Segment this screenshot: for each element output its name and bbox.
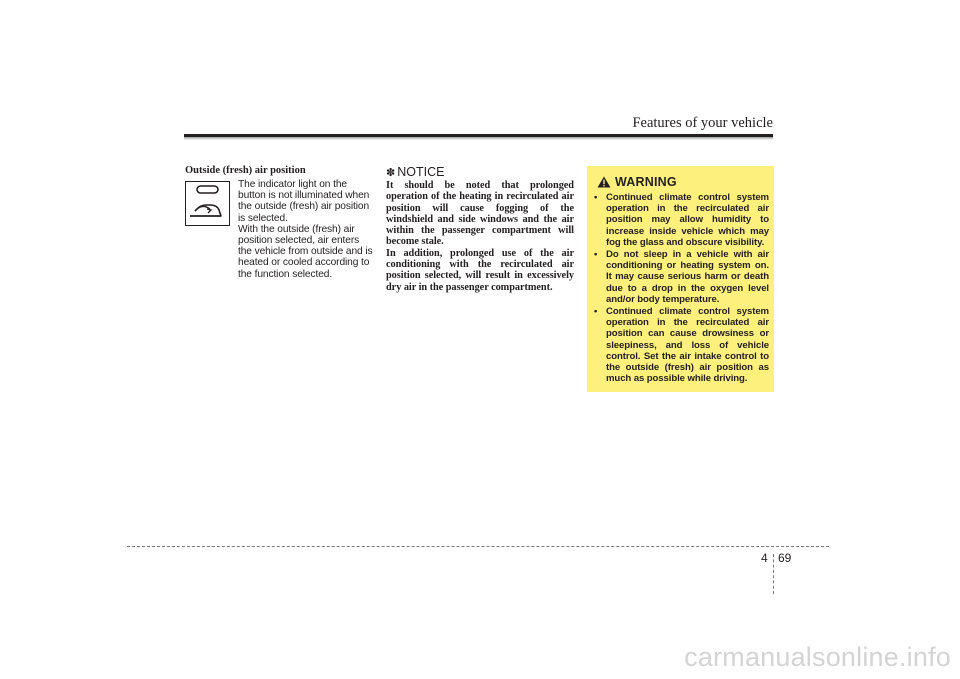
warning-item-2 <box>593 249 769 305</box>
notice-symbol-icon: ✽ <box>386 167 396 179</box>
warning-item-3 <box>593 306 769 384</box>
warning-item-text: Do not sleep in a vehicle with air conditioning or heating system on. It may cause serious harm or death due to a drop in the oxygen level and/or body temperature. <box>606 249 769 305</box>
watermark: carmanualsonline.info <box>684 642 951 672</box>
header-rule-shadow <box>184 137 773 140</box>
notice-heading <box>386 165 444 179</box>
notice-title: NOTICE <box>397 165 445 179</box>
chapter-number: 4 <box>761 551 768 565</box>
warning-heading <box>597 175 677 189</box>
section-paragraph-2: With the outside (fresh) air position selected, air enters the vehicle from outside and is heated or cooled according to the function selected. <box>238 223 373 280</box>
section-heading: Outside (fresh) air position <box>185 165 306 176</box>
section-paragraph-1: The indicator light on the button is not illuminated when the outside (fresh) air position is selected. <box>238 179 370 224</box>
warning-list <box>593 192 769 385</box>
footer-divider <box>773 554 774 594</box>
warning-item-text: Continued climate control system operation in the recirculated air position can cause drowsiness or sleepiness, and loss of vehicle control. Set the air intake control to the outside (fresh) air position as much as possible while driving. <box>606 306 769 385</box>
bullet-icon: • <box>594 249 598 261</box>
notice-paragraph-1: It should be noted that prolonged operation of the heating in recirculated air position will cause fogging of the windshield and side windows and the air within the passenger compartment will become stale. <box>386 180 574 248</box>
page-number: 69 <box>778 551 792 565</box>
section-body <box>238 179 373 280</box>
notice-body <box>386 180 574 293</box>
bullet-icon: • <box>594 306 598 318</box>
warning-item-text: Continued climate control system operation in the recirculated air position may allow humidity to increase inside vehicle which may fog the glass and obscure visibility. <box>606 192 769 248</box>
notice-paragraph-2: In addition, prolonged use of the air conditioning with the recirculated air position selected, will result in excessively dry air in the passenger compartment. <box>386 247 574 293</box>
page-header-title: Features of your vehicle <box>632 115 773 131</box>
warning-title: WARNING <box>615 175 677 189</box>
warning-item-1 <box>593 192 769 248</box>
warning-box <box>587 166 774 392</box>
warning-triangle-icon <box>597 176 611 188</box>
bullet-icon: • <box>594 192 598 203</box>
footer-rule <box>127 546 829 547</box>
outside-air-icon <box>185 181 230 226</box>
